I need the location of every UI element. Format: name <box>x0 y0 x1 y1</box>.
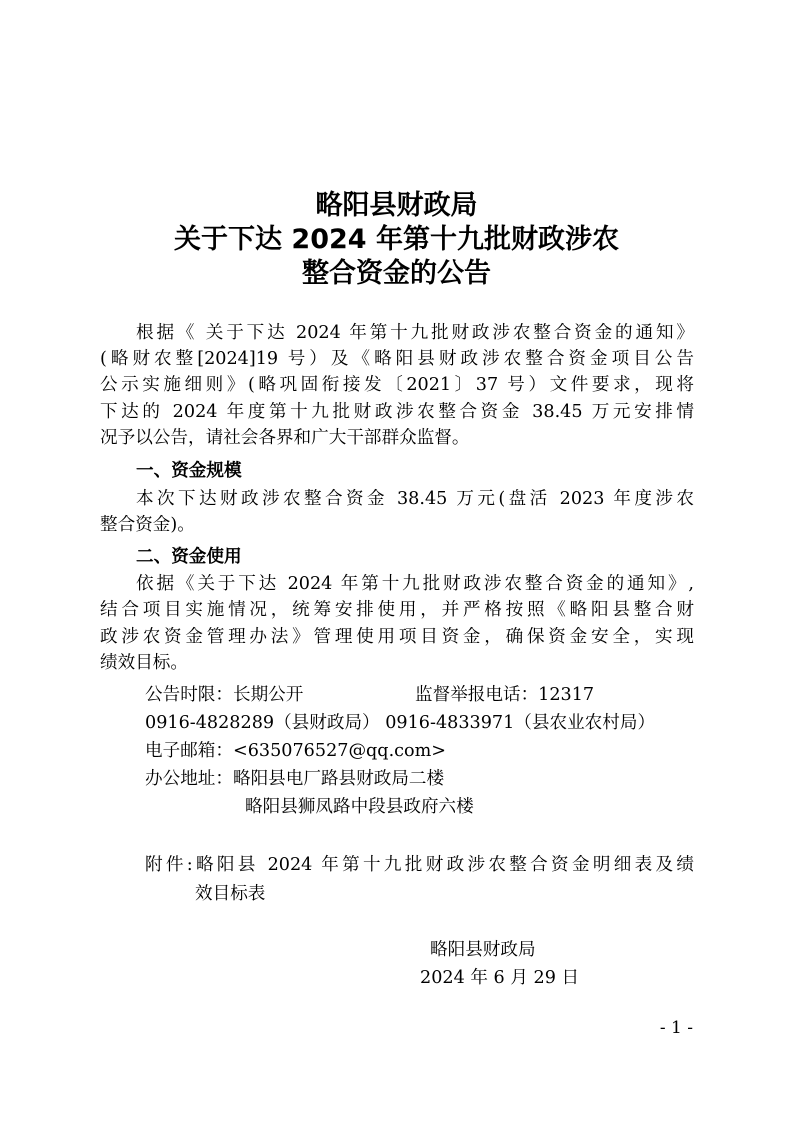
section-2-heading: 二、资金使用 <box>136 547 242 567</box>
signature-date: 2024 年 6 月 29 日 <box>420 968 580 988</box>
office-address-2: 略阳县狮凤路中段县政府六楼 <box>245 797 474 817</box>
office-address-1: 办公地址：略阳县电厂路县财政局二楼 <box>145 769 445 789</box>
title-line-3: 整合资金的公告 <box>302 258 491 289</box>
section-2-line-1: 依据《关于下达 2024 年第十九批财政涉农整合资金的通知》, <box>136 574 694 594</box>
title-line-1: 略阳县财政局 <box>315 190 478 221</box>
intro-line-4: 下达的 2024 年度第十九批财政涉农整合资金 38.45 万元安排情 <box>100 402 694 422</box>
intro-line-1: 根据《 关于下达 2024 年第十九批财政涉农整合资金的通知》 <box>136 323 694 343</box>
page-number: - 1 - <box>659 1018 693 1038</box>
contact-period-row <box>145 682 694 708</box>
attachment-line-2: 效目标表 <box>195 884 266 904</box>
section-1-line-2: 整合资金)。 <box>100 515 195 535</box>
attachment-line-1: 附件:略阳县 2024 年第十九批财政涉农整合资金明细表及绩 <box>145 855 694 875</box>
notice-period: 公告时限：长期公开 <box>145 685 304 705</box>
section-2-line-2: 结合项目实施情况，统筹安排使用，并严格按照《略阳县整合财 <box>100 600 694 620</box>
section-2-line-4: 绩效目标。 <box>100 653 188 673</box>
contact-email: 电子邮箱：<635076527@qq.com> <box>145 741 447 761</box>
signature-org: 略阳县财政局 <box>430 940 536 960</box>
section-2-line-3: 政涉农资金管理办法》管理使用项目资金，确保资金安全，实现 <box>100 627 694 647</box>
intro-line-2: (略财农整[2024]19 号）及《略阳县财政涉农整合资金项目公告 <box>100 349 694 369</box>
intro-line-5: 况予以公告，请社会各界和广大干部群众监督。 <box>100 428 470 448</box>
supervision-hotline: 监督举报电话：12317 <box>415 685 595 705</box>
title-line-2: 关于下达 2024 年第十九批财政涉农 <box>174 224 619 255</box>
intro-line-3: 公示实施细则》(略巩固衔接发〔2021〕37 号）文件要求，现将 <box>100 375 694 395</box>
section-1-heading: 一、资金规模 <box>136 461 242 481</box>
contact-phones: 0916-4828289（县财政局） 0916-4833971（县农业农村局） <box>145 713 656 733</box>
section-1-line-1: 本次下达财政涉农整合资金 38.45 万元(盘活 2023 年度涉农 <box>136 489 694 509</box>
